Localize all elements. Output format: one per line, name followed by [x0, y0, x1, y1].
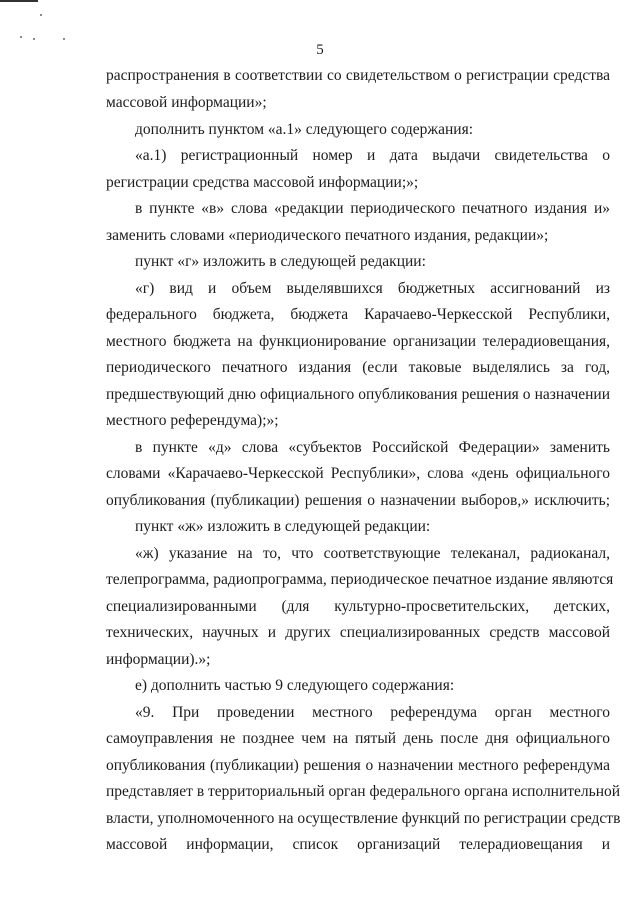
text-line: е) дополнить частью 9 следующего содержания: — [135, 677, 455, 694]
text-line: периодического печатного издания (если таковые выделялись за год, — [106, 359, 610, 376]
text-line: массовой информации, список организаций телерадиовещания и — [106, 836, 610, 853]
text-line: дополнить пунктом «а.1» следующего содержания: — [135, 121, 474, 138]
text-line: опубликования (публикации) решения о назначении выборов,» исключить; — [106, 492, 610, 509]
text-line: в пункте «в» слова «редакции периодического печатного издания и» — [135, 200, 610, 217]
text-line: самоуправления не позднее чем на пятый день после дня официального — [106, 730, 610, 747]
text-line: пункт «г» изложить в следующей редакции: — [135, 253, 426, 270]
text-line: местного бюджета на функционирование организации телерадиовещания, — [106, 333, 610, 350]
text-line: предшествующий дню официального опубликования решения о назначении — [106, 386, 610, 403]
page-number: 5 — [316, 42, 324, 58]
text-line: информации).»; — [106, 651, 211, 668]
text-line: «9. При проведении местного референдума орган местного — [135, 704, 610, 721]
text-line: технических, научных и других специализированных средств массовой — [106, 624, 610, 641]
text-line: представляет в территориальный орган федерального органа исполнительной — [106, 783, 621, 800]
scan-speck — [20, 36, 22, 38]
text-line: «а.1) регистрационный номер и дата выдачи свидетельства о — [135, 147, 610, 164]
text-line: опубликования (публикации) решения о назначении местного референдума — [106, 757, 610, 774]
text-line: «ж) указание на то, что соответствующие телеканал, радиоканал, — [135, 545, 610, 562]
text-line: власти, уполномоченного на осуществление функций по регистрации средств — [106, 810, 621, 827]
text-line: заменить словами «периодического печатного издания, редакции»; — [106, 227, 549, 244]
text-line: местного референдума);»; — [106, 412, 279, 429]
text-line: массовой информации»; — [106, 94, 267, 111]
scan-top-rule — [0, 0, 38, 2]
text-line: в пункте «д» слова «субъектов Российской Федерации» заменить — [135, 439, 610, 456]
text-line: телепрограмма, радиопрограмма, периодическое печатное издание являются — [106, 571, 614, 588]
scan-speck — [40, 14, 42, 16]
text-line: регистрации средства массовой информации;»; — [106, 174, 419, 191]
text-line: специализированными (для культурно-просветительских, детских, — [106, 598, 610, 615]
text-line: распространения в соответствии со свидетельством о регистрации средства — [106, 67, 610, 84]
text-line: пункт «ж» изложить в следующей редакции: — [135, 518, 431, 535]
text-line: федерального бюджета, бюджета Карачаево-Черкесской Республики, — [106, 306, 610, 323]
text-line: «г) вид и объем выделявшихся бюджетных ассигнований из — [135, 280, 610, 297]
text-line: словами «Карачаево-Черкесской Республики», слова «день официального — [106, 465, 610, 482]
